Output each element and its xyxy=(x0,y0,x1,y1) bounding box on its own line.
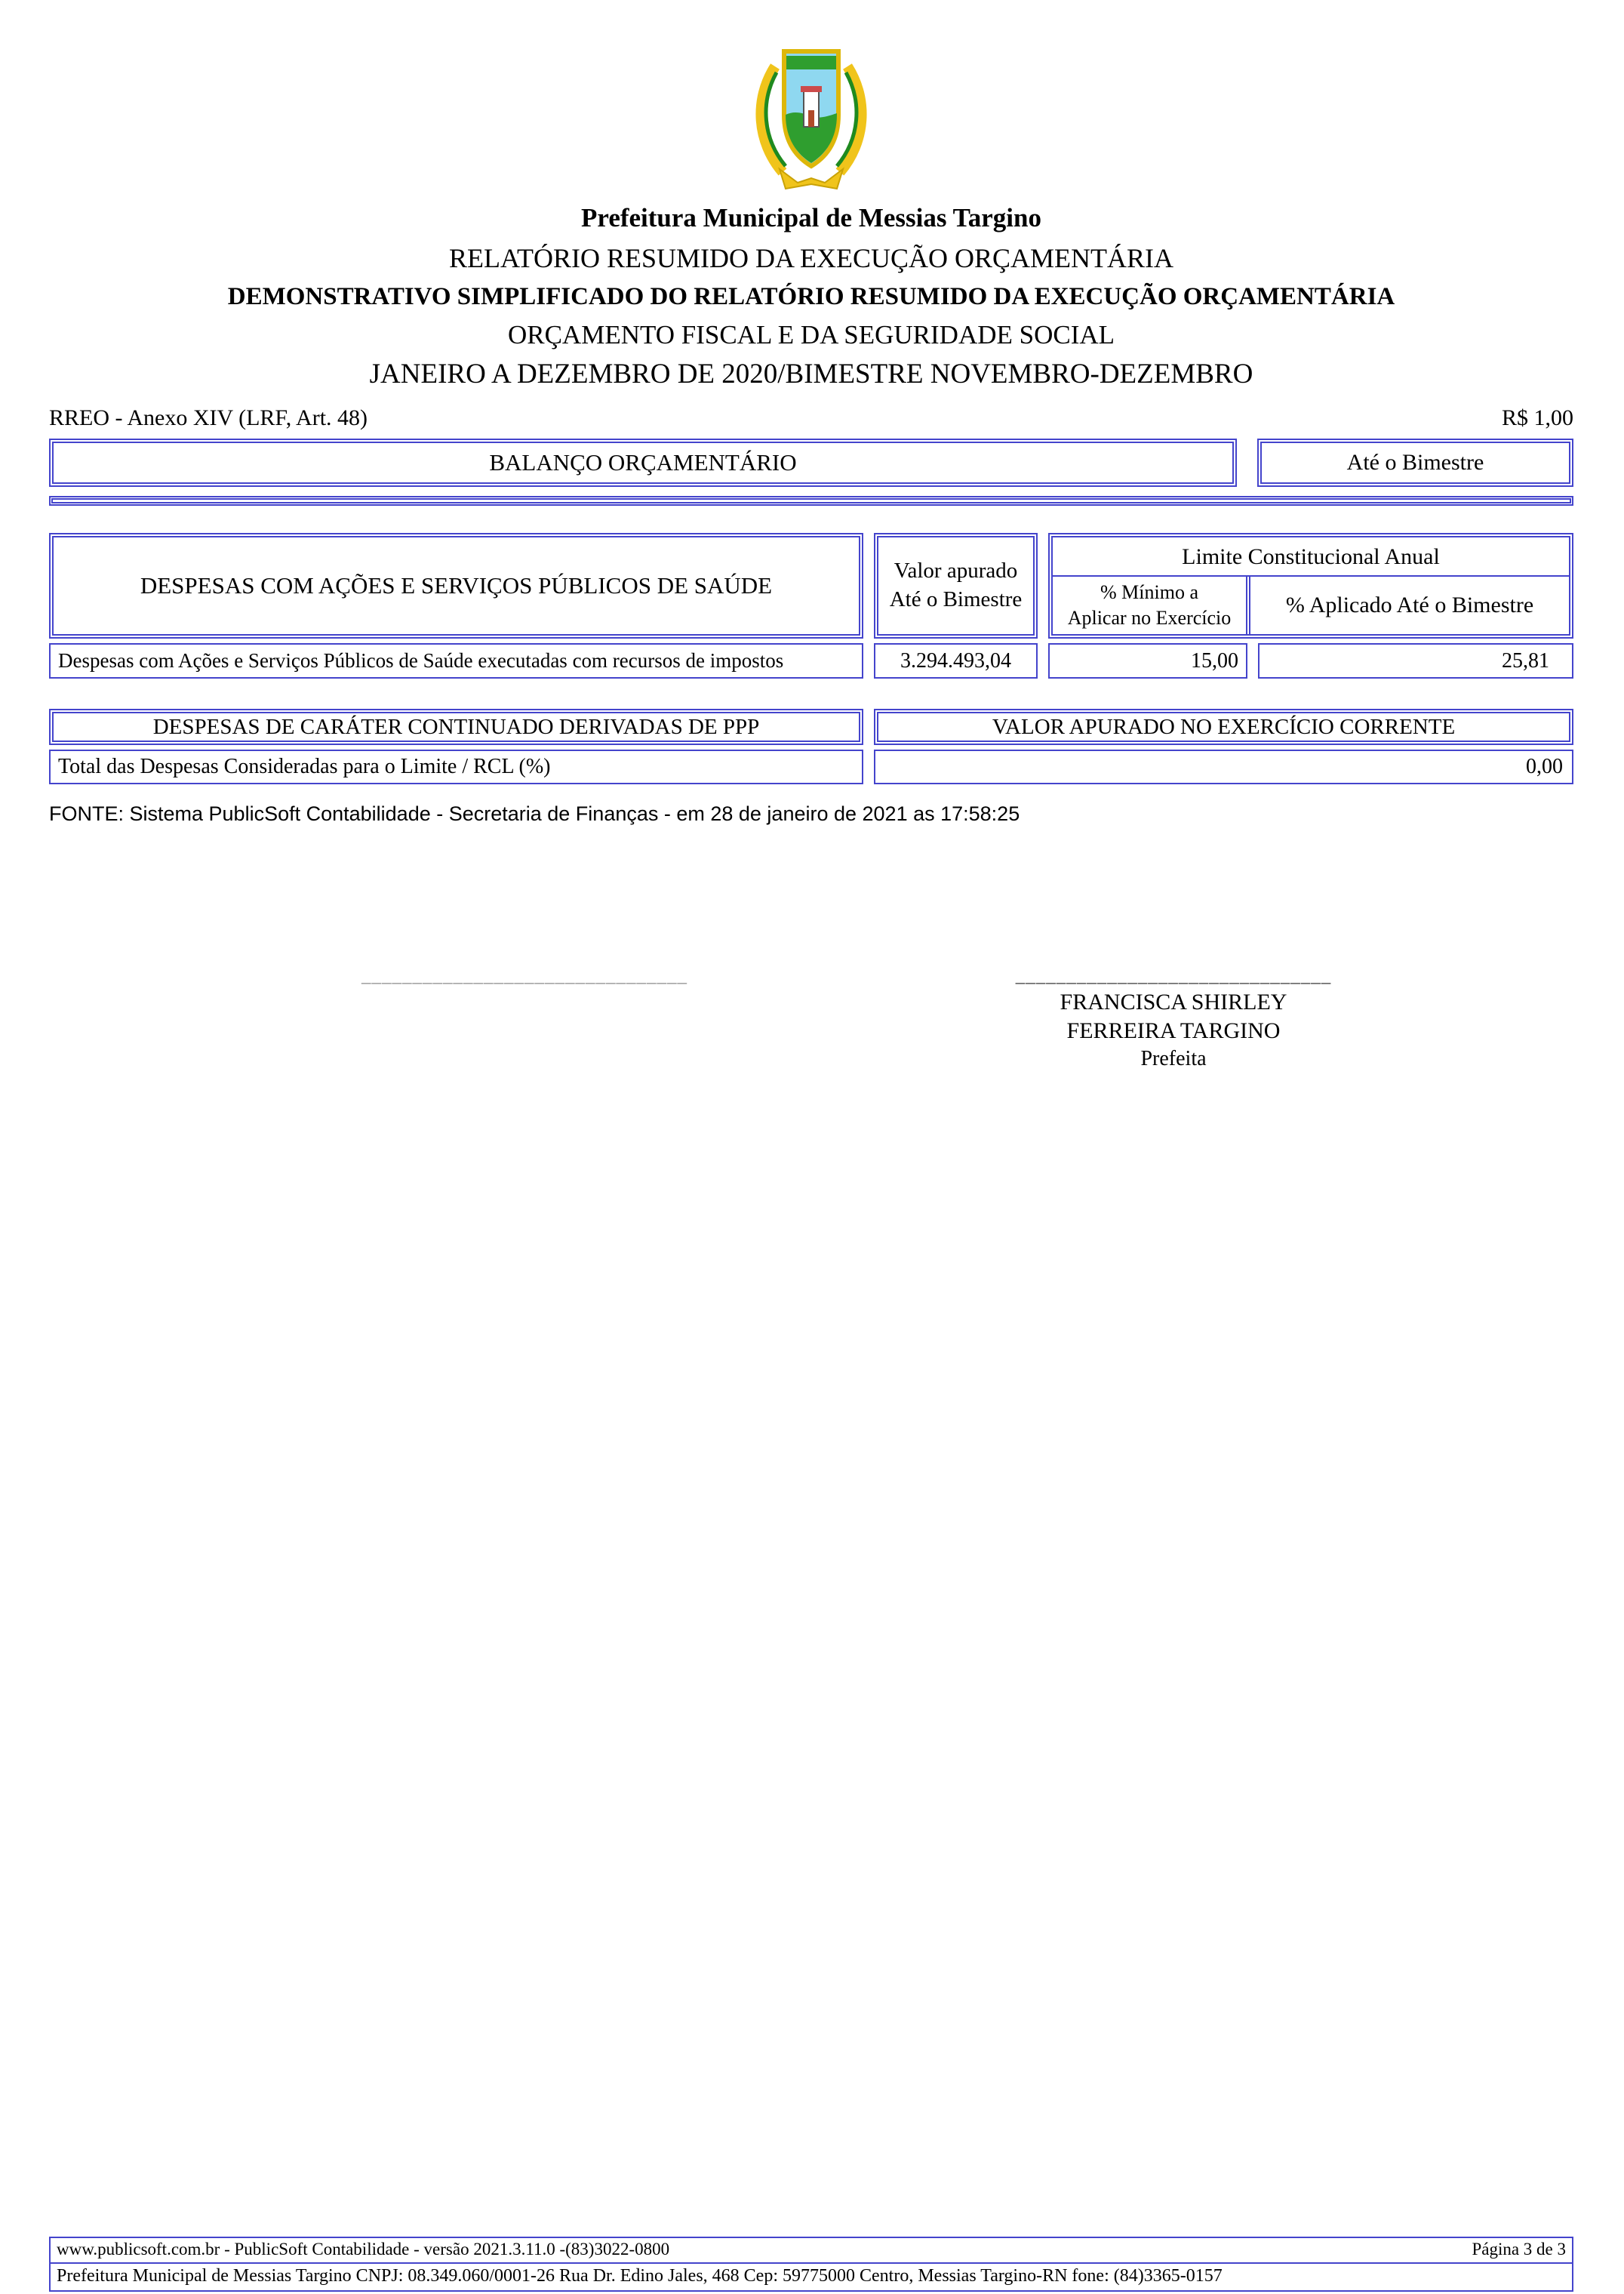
annex-row xyxy=(49,405,1573,431)
limite-constitucional-header: Limite Constitucional Anual xyxy=(1053,537,1569,577)
report-title: RELATÓRIO RESUMIDO DA EXECUÇÃO ORÇAMENTÁRIA xyxy=(448,243,1173,273)
footer-row-1 xyxy=(51,2238,1572,2264)
coat-of-arms-logo xyxy=(49,0,1573,194)
saude-row-label: Despesas com Ações e Serviços Públicos de Saúde executadas com recursos de impostos xyxy=(49,643,863,679)
budget-scope: ORÇAMENTO FISCAL E DA SEGURIDADE SOCIAL xyxy=(507,320,1115,349)
saude-row-minimo: 15,00 xyxy=(1048,643,1247,679)
ppp-row-valor: 0,00 xyxy=(874,750,1573,784)
page-number: Página 3 de 3 xyxy=(1472,2240,1566,2259)
report-header xyxy=(49,0,1573,390)
currency-label: R$ 1,00 xyxy=(1501,405,1573,430)
annex-label: RREO - Anexo XIV (LRF, Art. 48) xyxy=(49,405,368,430)
signatory-role: Prefeita xyxy=(1140,1047,1207,1070)
signature-section xyxy=(49,965,1573,1162)
ppp-col-valor: VALOR APURADO NO EXERCÍCIO CORRENTE xyxy=(874,709,1573,745)
saude-col-group-limite xyxy=(1048,533,1573,639)
signature-line-right: _______________________________ xyxy=(1015,965,1332,986)
signature-line-left: ________________________________ xyxy=(361,965,687,986)
fonte-line: FONTE: Sistema PublicSoft Contabilidade - Secretaria de Finanças - em 28 de janeiro de 2021 as 17:58:25 xyxy=(49,802,1020,825)
municipality-name: Prefeitura Municipal de Messias Targino xyxy=(581,203,1041,232)
saude-col-valor-apurado xyxy=(874,533,1038,639)
footer-address: Prefeitura Municipal de Messias Targino CNPJ: 08.349.060/0001-26 Rua Dr. Edino Jales, 468 Cep: 59775000 Centro, Messias Targino-RN fone: (84)3365-0157 xyxy=(57,2266,1223,2286)
saude-row-valor: 3.294.493,04 xyxy=(874,643,1038,679)
report-period: JANEIRO A DEZEMBRO DE 2020/BIMESTRE NOVEMBRO-DEZEMBRO xyxy=(369,359,1253,390)
report-subtitle: DEMONSTRATIVO SIMPLIFICADO DO RELATÓRIO RESUMIDO DA EXECUÇÃO ORÇAMENTÁRIA xyxy=(227,283,1395,310)
signatory-name-line2: FERREIRA TARGINO xyxy=(1066,1018,1281,1043)
col-minimo-line2: Aplicar no Exercício xyxy=(1067,607,1232,629)
saude-row-aplicado: 25,81 xyxy=(1258,643,1573,679)
col-minimo-header xyxy=(1053,577,1250,634)
page-footer xyxy=(49,2237,1573,2292)
signatory-name-line1: FRANCISCA SHIRLEY xyxy=(1060,990,1287,1015)
valor-apurado-line2: Até o Bimestre xyxy=(889,587,1023,611)
balanco-period-header: Até o Bimestre xyxy=(1257,439,1573,487)
signature-block-right xyxy=(977,965,1370,1071)
ppp-col-description: DESPESAS DE CARÁTER CONTINUADO DERIVADAS DE PPP xyxy=(49,709,863,745)
saude-table-header xyxy=(49,533,1573,639)
col-minimo-line1: % Mínimo a xyxy=(1100,581,1198,604)
balanco-title: BALANÇO ORÇAMENTÁRIO xyxy=(49,439,1237,487)
ppp-row-label: Total das Despesas Consideradas para o Limite / RCL (%) xyxy=(49,750,863,784)
valor-apurado-line1: Valor apurado xyxy=(894,559,1018,584)
ppp-table-header xyxy=(49,709,1573,745)
limite-subcolumns xyxy=(1053,577,1569,634)
col-aplicado-header: % Aplicado Até o Bimestre xyxy=(1285,593,1534,617)
ppp-table-row xyxy=(49,750,1573,784)
balanco-empty-row xyxy=(49,496,1573,506)
saude-table-row xyxy=(49,643,1573,679)
balanco-section xyxy=(49,439,1573,487)
saude-col-description: DESPESAS COM AÇÕES E SERVIÇOS PÚBLICOS DE SAÚDE xyxy=(49,533,863,639)
footer-software-info: www.publicsoft.com.br - PublicSoft Contabilidade - versão 2021.3.11.0 -(83)3022-0800 xyxy=(57,2240,670,2259)
